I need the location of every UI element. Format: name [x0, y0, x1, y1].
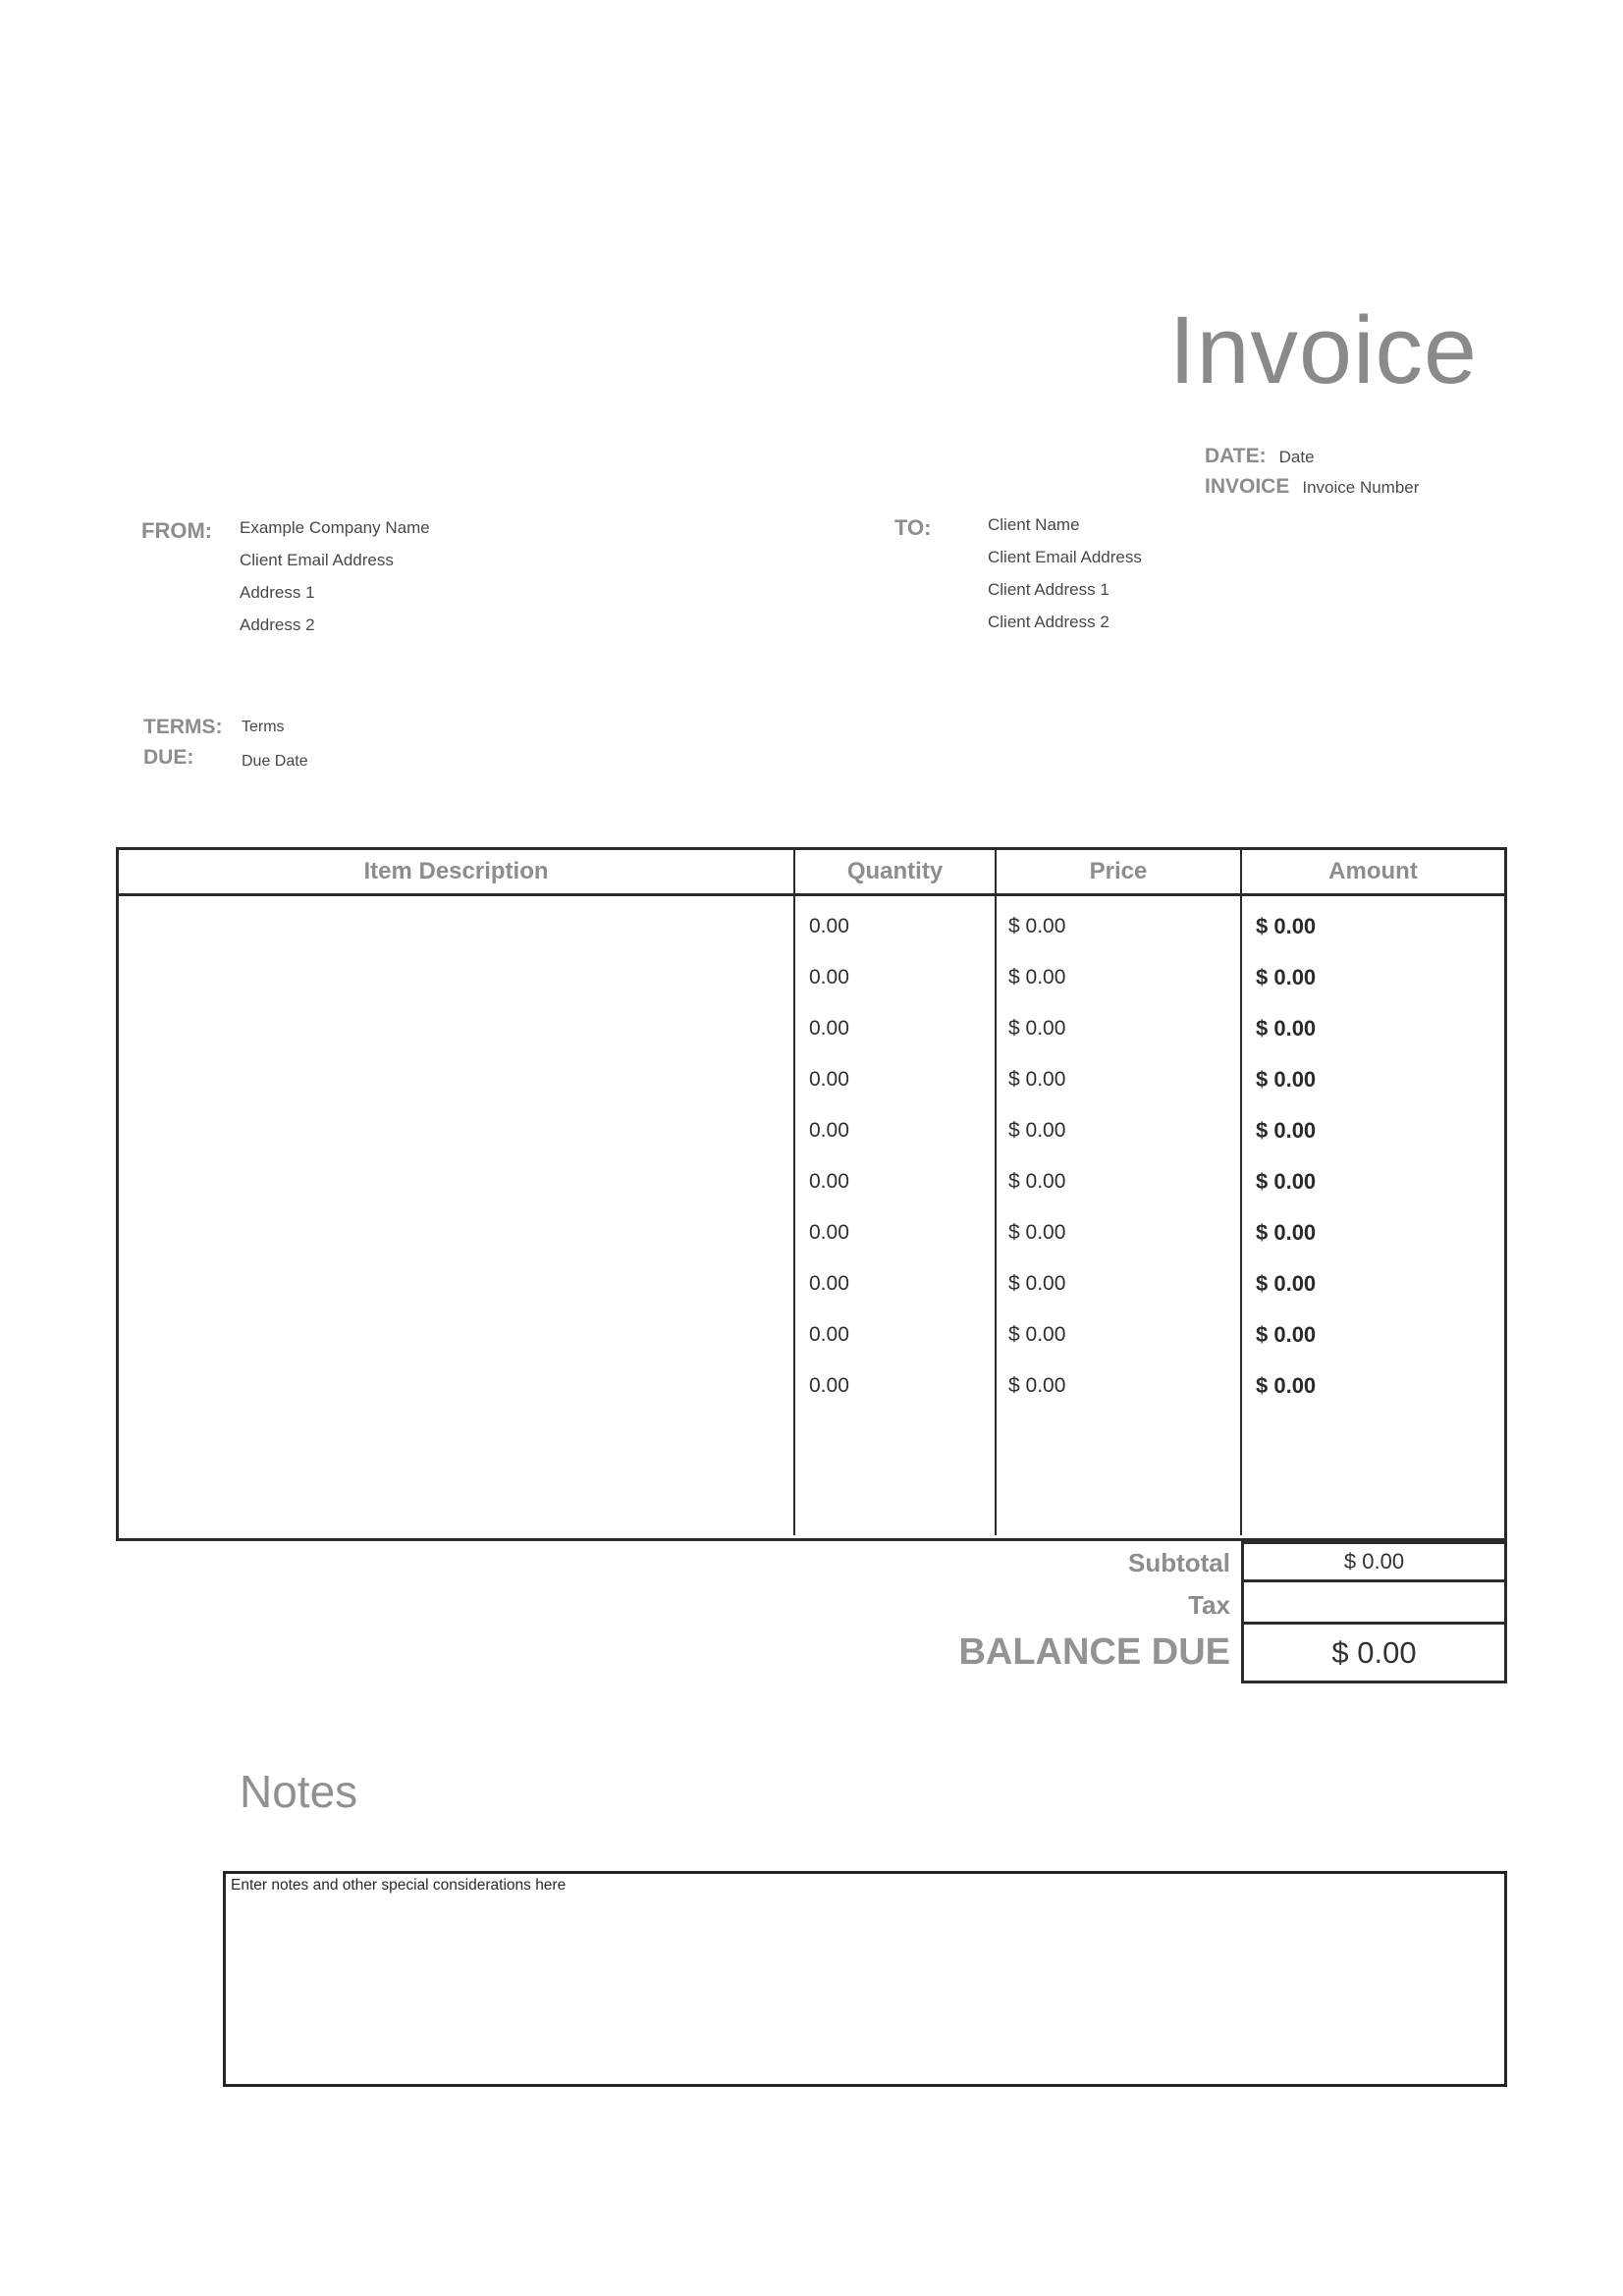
from-block: [240, 518, 430, 648]
amount-cell[interactable]: $ 0.00: [1256, 965, 1317, 989]
price-cell[interactable]: $ 0.00: [1008, 966, 1066, 988]
amount-column: [1240, 896, 1504, 1535]
price-cell[interactable]: $ 0.00: [1008, 1221, 1066, 1244]
price-cell[interactable]: $ 0.00: [1008, 1068, 1066, 1091]
amount-cell[interactable]: $ 0.00: [1256, 914, 1317, 938]
invoice-number-field[interactable]: Invoice Number: [1302, 478, 1420, 497]
due-date-field[interactable]: Due Date: [242, 753, 308, 770]
subtotal-value: $ 0.00: [1343, 1549, 1405, 1574]
balance-due-value: $ 0.00: [1244, 1622, 1504, 1681]
due-label: DUE:: [143, 746, 194, 769]
date-field[interactable]: Date: [1278, 448, 1315, 466]
quantity-cell[interactable]: 0.00: [809, 1323, 849, 1346]
header-price: Price: [995, 850, 1240, 893]
quantity-cell[interactable]: 0.00: [809, 1017, 849, 1040]
price-cell[interactable]: $ 0.00: [1008, 1272, 1066, 1295]
quantity-cell[interactable]: 0.00: [809, 915, 849, 937]
price-cell[interactable]: $ 0.00: [1008, 1170, 1066, 1193]
amount-cell[interactable]: $ 0.00: [1256, 1118, 1317, 1143]
from-email-field[interactable]: Client Email Address: [240, 551, 394, 569]
quantity-cell[interactable]: 0.00: [809, 966, 849, 988]
to-address2-field[interactable]: Client Address 2: [988, 613, 1109, 631]
notes-input[interactable]: Enter notes and other special considerations here: [223, 1871, 1507, 2087]
from-company-field[interactable]: Example Company Name: [240, 518, 430, 537]
quantity-cell[interactable]: 0.00: [809, 1221, 849, 1244]
price-cell[interactable]: $ 0.00: [1008, 1323, 1066, 1346]
header-item-description: Item Description: [363, 858, 549, 884]
header-amount: Amount: [1240, 850, 1504, 893]
invoice-number-row: [1205, 475, 1419, 499]
invoice-number-label: INVOICE: [1205, 475, 1290, 498]
amount-cell[interactable]: $ 0.00: [1256, 1169, 1317, 1194]
from-label: FROM:: [141, 518, 213, 543]
amount-cell[interactable]: $ 0.00: [1256, 1016, 1317, 1041]
amount-cell[interactable]: $ 0.00: [1256, 1373, 1317, 1398]
to-address1-field[interactable]: Client Address 1: [988, 580, 1109, 599]
amount-cell[interactable]: $ 0.00: [1256, 1067, 1317, 1092]
to-name-field[interactable]: Client Name: [988, 515, 1080, 534]
terms-field[interactable]: Terms: [242, 719, 285, 735]
header-quantity: Quantity: [793, 850, 995, 893]
to-email-field[interactable]: Client Email Address: [988, 548, 1142, 566]
date-label: DATE:: [1205, 445, 1267, 467]
subtotal-label: Subtotal: [1128, 1548, 1230, 1577]
amount-cell[interactable]: $ 0.00: [1256, 1322, 1317, 1347]
price-cell[interactable]: $ 0.00: [1008, 915, 1066, 937]
invoice-meta: [1205, 445, 1419, 506]
quantity-cell[interactable]: 0.00: [809, 1170, 849, 1193]
balance-due-label: BALANCE DUE: [958, 1631, 1230, 1673]
quantity-cell[interactable]: 0.00: [809, 1374, 849, 1397]
table-header-row: [119, 850, 1504, 896]
amount-cell[interactable]: $ 0.00: [1256, 1220, 1317, 1245]
item-description-column[interactable]: [119, 896, 793, 1535]
page-title: Invoice: [1168, 296, 1478, 403]
quantity-column: [793, 896, 995, 1535]
terms-label: TERMS:: [143, 716, 223, 738]
date-row: [1205, 445, 1419, 468]
tax-label: Tax: [1188, 1590, 1230, 1620]
price-cell[interactable]: $ 0.00: [1008, 1119, 1066, 1142]
from-address1-field[interactable]: Address 1: [240, 583, 315, 602]
summary-cells: [1241, 1541, 1507, 1683]
notes-heading: Notes: [240, 1766, 358, 1817]
table-body: [119, 896, 1504, 1535]
price-column: [995, 896, 1240, 1535]
quantity-cell[interactable]: 0.00: [809, 1272, 849, 1295]
quantity-cell[interactable]: 0.00: [809, 1119, 849, 1142]
from-address2-field[interactable]: Address 2: [240, 615, 315, 634]
tax-value-field[interactable]: [1244, 1579, 1504, 1622]
price-cell[interactable]: $ 0.00: [1008, 1017, 1066, 1040]
amount-cell[interactable]: $ 0.00: [1256, 1271, 1317, 1296]
to-label: TO:: [894, 515, 932, 540]
quantity-cell[interactable]: 0.00: [809, 1068, 849, 1091]
to-block: [988, 515, 1142, 645]
price-cell[interactable]: $ 0.00: [1008, 1374, 1066, 1397]
items-table: [116, 847, 1507, 1541]
